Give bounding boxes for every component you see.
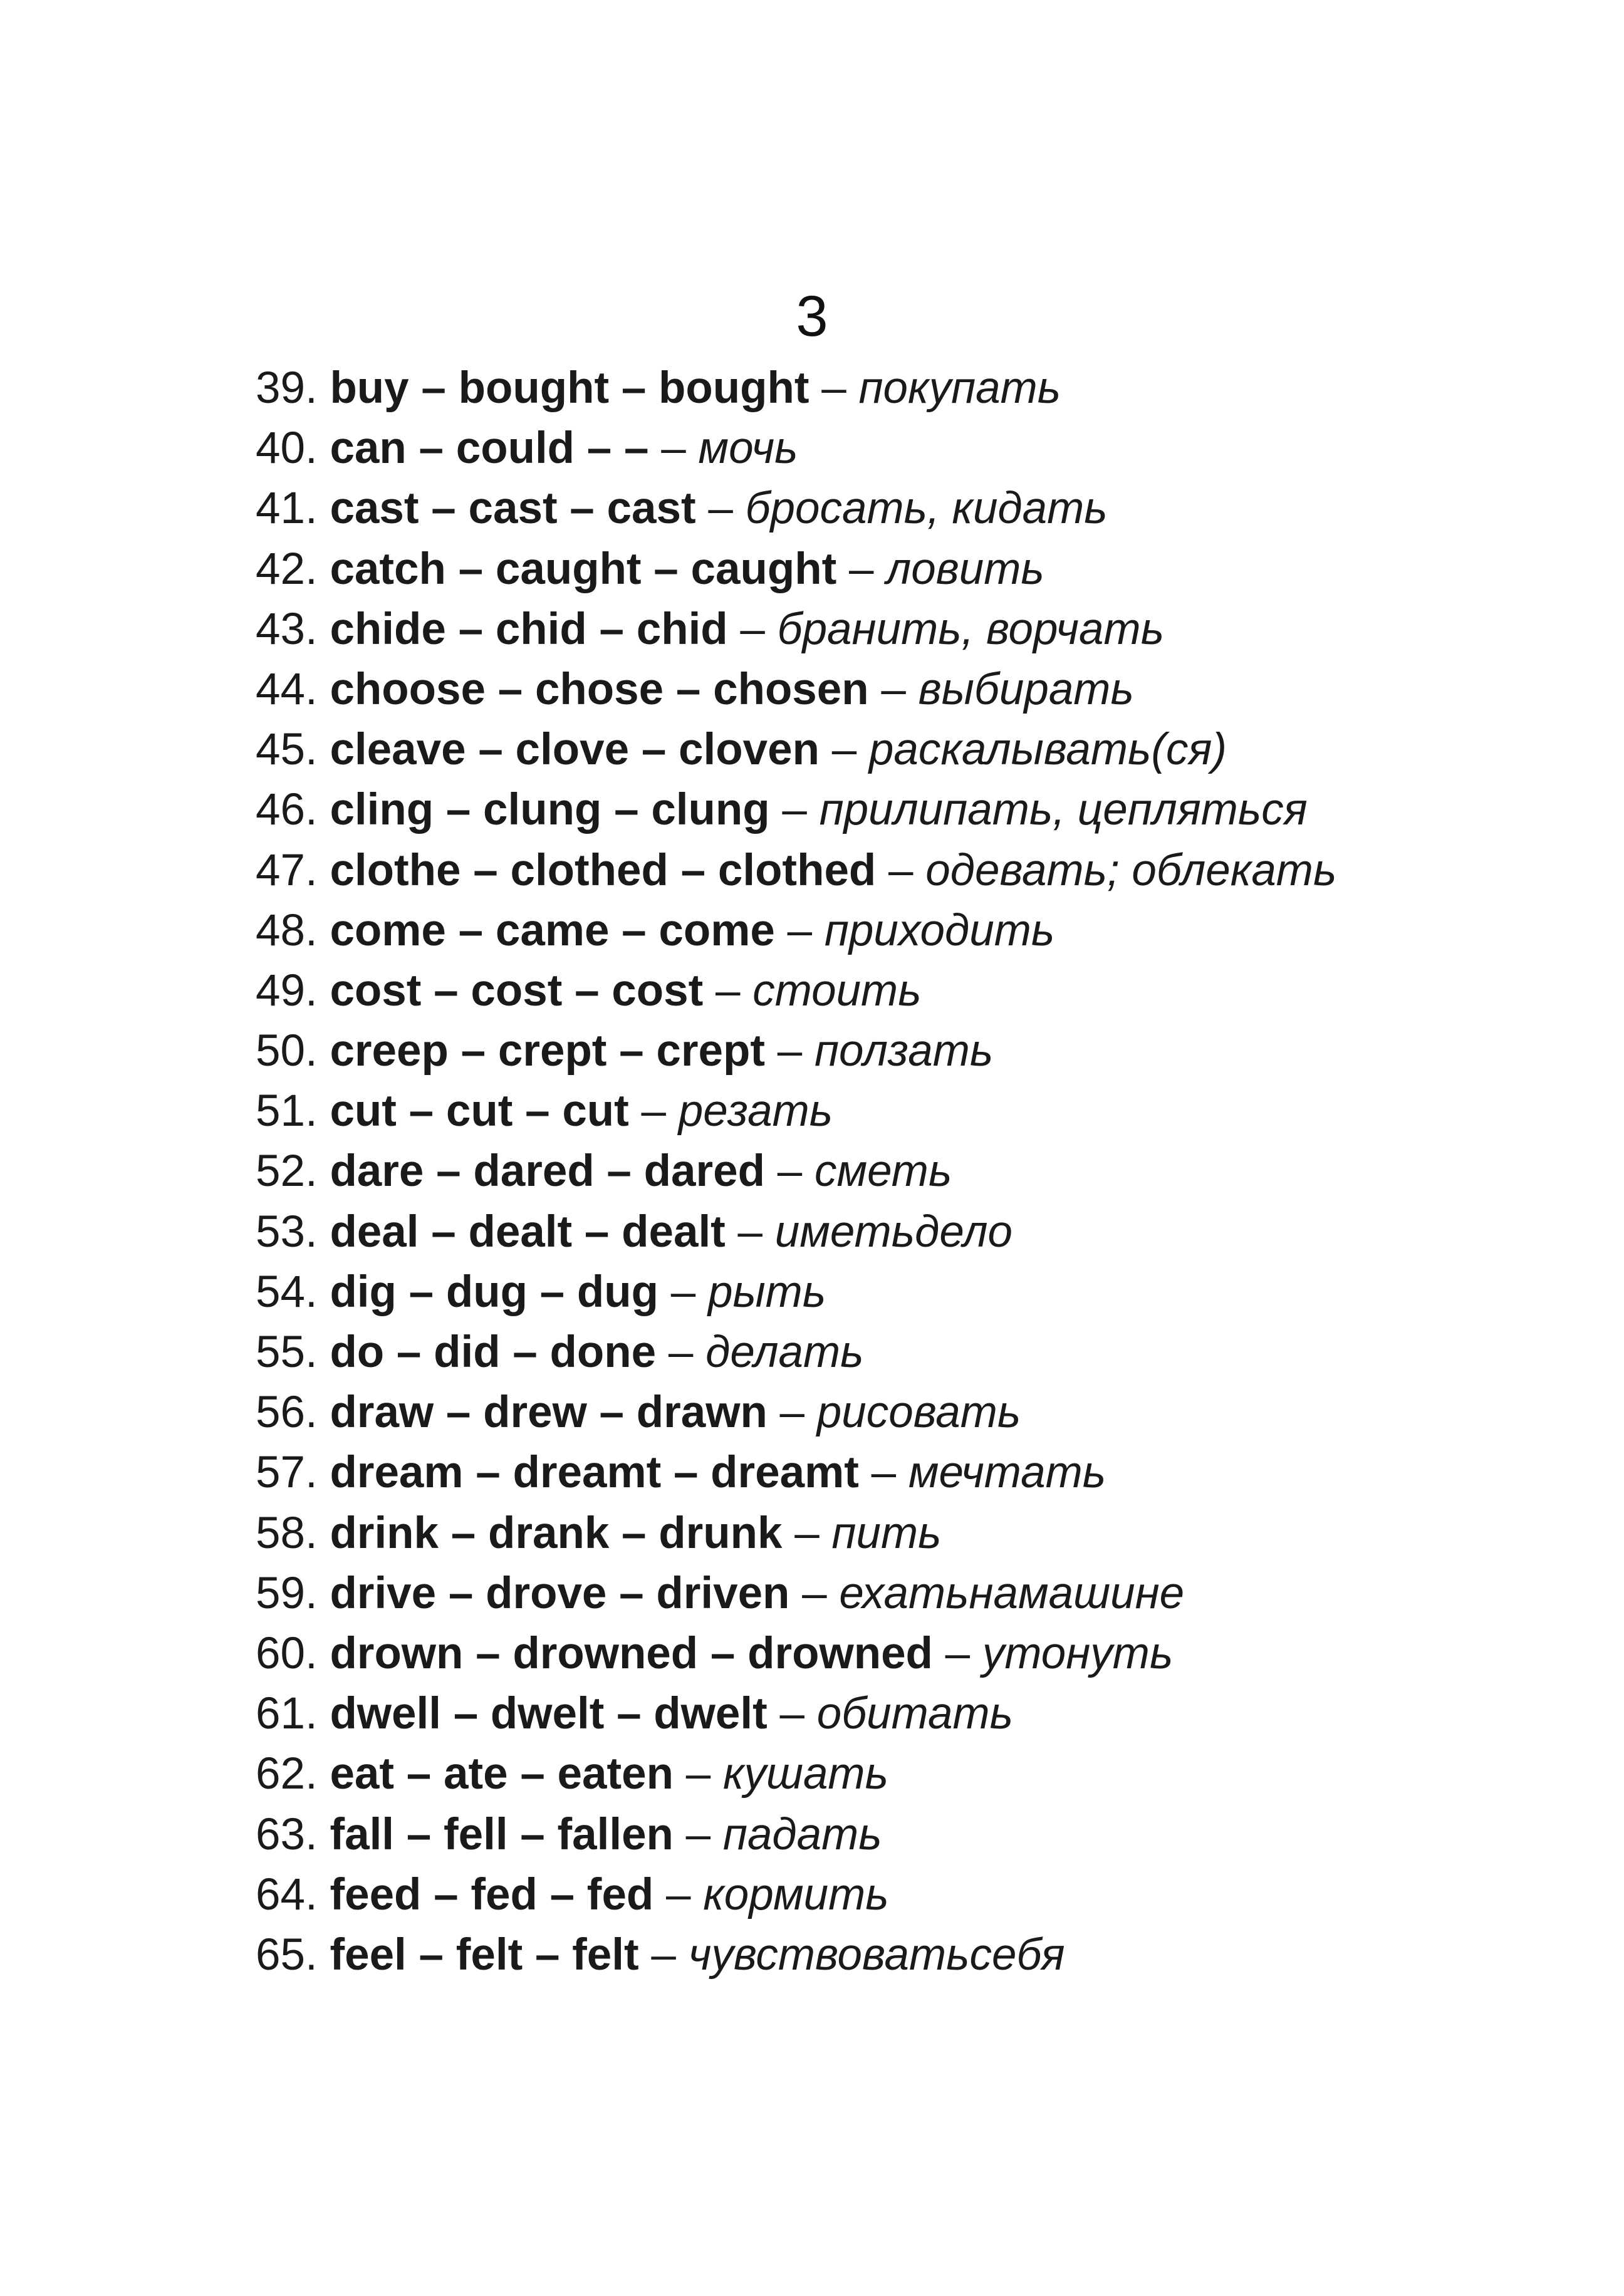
verb-entry <box>256 1383 1509 1443</box>
verb-forms: come – came – come <box>330 905 775 955</box>
separator-dash: – <box>648 423 699 474</box>
separator-dash: – <box>703 965 753 1016</box>
entry-number: 61. <box>256 1689 318 1739</box>
verb-entry <box>256 418 1509 479</box>
separator-dash: – <box>658 1267 708 1317</box>
verb-translation: делать <box>705 1327 864 1377</box>
verb-entry <box>256 841 1509 901</box>
verb-translation: ползать <box>814 1026 994 1076</box>
verb-forms: creep – crept – crept <box>330 1026 766 1076</box>
verb-translation: кормить <box>703 1869 889 1919</box>
entry-number: 59. <box>256 1568 318 1618</box>
verb-entry <box>256 1684 1509 1744</box>
verb-forms: can – could – – <box>330 423 649 474</box>
verb-entry <box>256 1865 1509 1925</box>
entry-number: 43. <box>256 604 318 654</box>
verb-translation: рыть <box>707 1267 826 1317</box>
verb-forms: cast – cast – cast <box>330 484 696 534</box>
verb-entry <box>256 1202 1509 1262</box>
verb-forms: cut – cut – cut <box>330 1086 629 1136</box>
verb-entry <box>256 901 1509 961</box>
separator-dash: – <box>858 1448 908 1498</box>
verb-entry <box>256 1081 1509 1141</box>
verb-forms: draw – drew – drawn <box>330 1388 768 1438</box>
entry-number: 64. <box>256 1869 318 1919</box>
verb-forms: dare – dared – dared <box>330 1146 765 1197</box>
separator-dash: – <box>725 1207 775 1257</box>
entry-number: 42. <box>256 544 318 594</box>
separator-dash: – <box>868 664 919 714</box>
verb-translation: раскалывать(ся) <box>868 725 1227 775</box>
verb-translation: ловить <box>886 544 1044 594</box>
verb-translation: падать <box>722 1809 882 1859</box>
entry-number: 52. <box>256 1146 318 1197</box>
entry-number: 41. <box>256 484 318 534</box>
entry-number: 47. <box>256 845 318 895</box>
entry-number: 51. <box>256 1086 318 1136</box>
verb-entry <box>256 720 1509 780</box>
verb-forms: fall – fell – fallen <box>330 1809 674 1859</box>
entry-number: 48. <box>256 905 318 955</box>
page-number: 3 <box>796 284 828 348</box>
separator-dash: – <box>695 484 746 534</box>
verb-forms: do – did – done <box>330 1327 657 1377</box>
verb-translation: стоить <box>752 965 922 1016</box>
verb-entry <box>256 539 1509 600</box>
verb-entry <box>256 1744 1509 1804</box>
separator-dash: – <box>767 1388 817 1438</box>
separator-dash: – <box>932 1628 982 1678</box>
verb-entry <box>256 358 1509 418</box>
entry-number: 63. <box>256 1809 318 1859</box>
separator-dash: – <box>764 1146 815 1197</box>
verb-translation: резать <box>678 1086 833 1136</box>
verb-forms: buy – bought – bought <box>330 363 809 413</box>
verb-entry <box>256 1564 1509 1624</box>
verb-translation: покупать <box>858 363 1061 413</box>
verb-translation: рисовать <box>816 1388 1021 1438</box>
separator-dash: – <box>638 1930 689 1980</box>
verb-translation: иметьдело <box>774 1207 1012 1257</box>
verb-forms: cleave – clove – cloven <box>330 725 820 775</box>
verb-entry <box>256 1925 1509 1985</box>
verb-translation: бросать, кидать <box>745 484 1108 534</box>
separator-dash: – <box>836 544 887 594</box>
entry-number: 44. <box>256 664 318 714</box>
separator-dash: – <box>767 1689 817 1739</box>
entry-number: 62. <box>256 1749 318 1799</box>
verb-translation: кушать <box>722 1749 888 1799</box>
entry-number: 60. <box>256 1628 318 1678</box>
verb-translation: чувствоватьсебя <box>688 1930 1065 1980</box>
separator-dash: – <box>765 1026 815 1076</box>
entry-number: 54. <box>256 1267 318 1317</box>
entry-number: 57. <box>256 1448 318 1498</box>
verb-forms: dig – dug – dug <box>330 1267 658 1317</box>
verb-entry <box>256 961 1509 1021</box>
entry-number: 39. <box>256 363 318 413</box>
entry-number: 50. <box>256 1026 318 1076</box>
verb-forms: clothe – clothed – clothed <box>330 845 877 895</box>
separator-dash: – <box>789 1568 840 1618</box>
verb-forms: drive – drove – driven <box>330 1568 790 1618</box>
verb-forms: catch – caught – caught <box>330 544 837 594</box>
verb-forms: dream – dreamt – dreamt <box>330 1448 859 1498</box>
verb-translation: ехатьнамашине <box>839 1568 1185 1618</box>
verb-forms: cling – clung – clung <box>330 785 770 835</box>
verb-entry <box>256 1805 1509 1865</box>
verb-forms: dwell – dwelt – dwelt <box>330 1689 768 1739</box>
verb-forms: choose – chose – chosen <box>330 664 869 714</box>
verb-entry <box>256 1021 1509 1081</box>
verb-forms: eat – ate – eaten <box>330 1749 674 1799</box>
separator-dash: – <box>628 1086 679 1136</box>
entry-number: 55. <box>256 1327 318 1377</box>
separator-dash: – <box>674 1749 723 1799</box>
separator-dash: – <box>774 905 825 955</box>
separator-dash: – <box>673 1809 723 1859</box>
verb-forms: feed – fed – fed <box>330 1869 654 1919</box>
verb-forms: feel – felt – felt <box>330 1930 639 1980</box>
verb-translation: мочь <box>698 423 798 474</box>
verb-forms: drown – drowned – drowned <box>330 1628 933 1678</box>
verb-entry <box>256 780 1509 840</box>
entry-number: 65. <box>256 1930 318 1980</box>
verb-translation: утонуть <box>982 1628 1174 1678</box>
verb-forms: cost – cost – cost <box>330 965 704 1016</box>
verb-translation: пить <box>831 1508 942 1558</box>
verb-translation: выбирать <box>918 664 1134 714</box>
separator-dash: – <box>656 1327 706 1377</box>
verb-translation: одевать; облекать <box>925 845 1337 895</box>
separator-dash: – <box>809 363 859 413</box>
separator-dash: – <box>769 785 820 835</box>
verb-entry <box>256 1624 1509 1684</box>
verb-entry <box>256 1141 1509 1202</box>
entry-number: 53. <box>256 1207 318 1257</box>
entry-number: 58. <box>256 1508 318 1558</box>
verb-translation: сметь <box>814 1146 952 1197</box>
verb-forms: deal – dealt – dealt <box>330 1207 726 1257</box>
verb-translation: приходить <box>824 905 1055 955</box>
verb-entry <box>256 479 1509 539</box>
verb-entry <box>256 1504 1509 1564</box>
entry-number: 56. <box>256 1388 318 1438</box>
separator-dash: – <box>876 845 926 895</box>
verb-translation: прилипать, цепляться <box>819 785 1308 835</box>
separator-dash: – <box>782 1508 832 1558</box>
entry-number: 49. <box>256 965 318 1016</box>
verb-translation: бранить, ворчать <box>777 604 1165 654</box>
verb-entry <box>256 660 1509 720</box>
irregular-verb-list <box>256 358 1509 1985</box>
verb-entry <box>256 600 1509 660</box>
verb-forms: drink – drank – drunk <box>330 1508 783 1558</box>
entry-number: 40. <box>256 423 318 474</box>
verb-entry <box>256 1322 1509 1383</box>
separator-dash: – <box>819 725 869 775</box>
verb-entry <box>256 1262 1509 1322</box>
separator-dash: – <box>653 1869 704 1919</box>
entry-number: 46. <box>256 785 318 835</box>
verb-translation: мечтать <box>908 1448 1106 1498</box>
entry-number: 45. <box>256 725 318 775</box>
verb-translation: обитать <box>816 1689 1013 1739</box>
verb-forms: chide – chid – chid <box>330 604 728 654</box>
separator-dash: – <box>727 604 778 654</box>
verb-entry <box>256 1443 1509 1503</box>
